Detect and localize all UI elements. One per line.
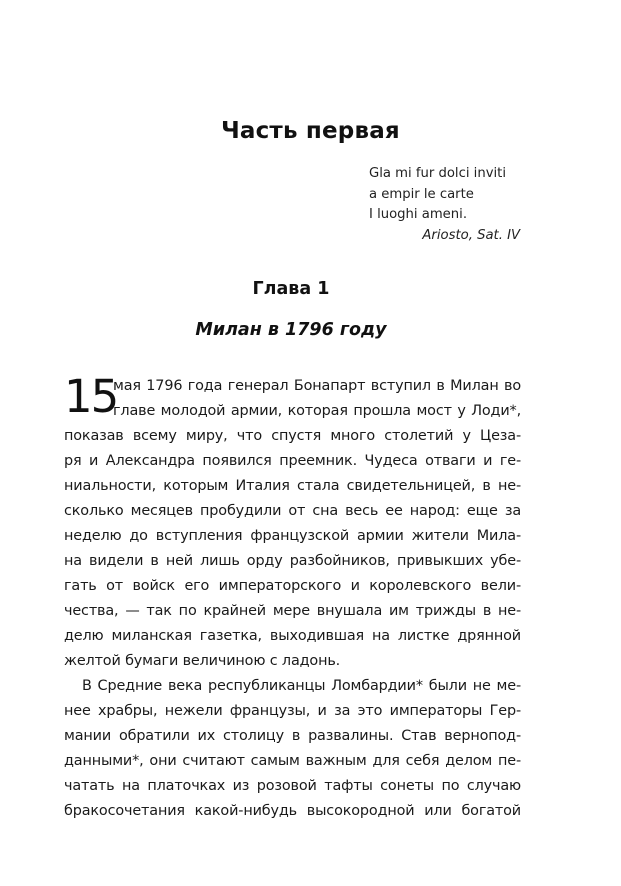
- text-line: данными*, они считают самым важным для себя делом пе-: [64, 753, 521, 769]
- paragraph-1: [64, 370, 521, 674]
- drop-cap: 15: [64, 370, 118, 423]
- text-line: бракосочетания какой-нибудь высокородной или богатой: [64, 803, 521, 819]
- chapter-title: Глава 1: [252, 279, 330, 299]
- epigraph-line: I luoghi ameni.: [369, 207, 468, 222]
- text-line: чества, — так по крайней мере внушала им трижды в не-: [64, 603, 521, 619]
- text-line: нее храбры, нежели французы, и за это императоры Гер-: [64, 703, 521, 719]
- paragraph-2: [64, 674, 521, 824]
- text-line: делю миланская газетка, выходившая на листке дрянной: [64, 628, 521, 644]
- chapter-subtitle: Милан в 1796 году: [195, 320, 387, 340]
- text-line: ниальности, которым Италия стала свидетельницей, в не-: [64, 478, 521, 494]
- epigraph: [369, 164, 529, 246]
- text-line: гать от войск его императорского и королевского вели-: [64, 578, 521, 594]
- part-title: Часть первая: [221, 118, 400, 144]
- epigraph-attribution: Ariosto, Sat. IV: [422, 227, 520, 243]
- text-line: мая 1796 года генерал Бонапарт вступил в Милан во: [113, 378, 521, 394]
- epigraph-line: Gla mi fur dolci inviti: [369, 166, 507, 181]
- body-text: [64, 370, 521, 824]
- epigraph-line: a empir le carte: [369, 186, 474, 202]
- text-line: мании обратили их столицу в развалины. Став вернопод-: [64, 728, 521, 744]
- text-line: чатать на платочках из розовой тафты сонеты по случаю: [64, 778, 521, 794]
- text-line: на видели в ней лишь орду разбойников, привыкших убе-: [64, 553, 521, 569]
- text-line: главе молодой армии, которая прошла мост у Лоди*,: [113, 403, 521, 419]
- text-line: показав всему миру, что спустя много столетий у Цеза-: [64, 428, 521, 444]
- text-line: ря и Александра появился преемник. Чудеса отваги и ге-: [64, 453, 521, 469]
- text-line: В Средние века республиканцы Ломбардии* были не ме-: [82, 678, 521, 694]
- text-line: неделю до вступления французской армии жители Мила-: [64, 528, 521, 544]
- text-line: желтой бумаги величиною с ладонь.: [64, 653, 341, 669]
- text-line: сколько месяцев пробудили от сна весь ее народ: еще за: [64, 503, 521, 519]
